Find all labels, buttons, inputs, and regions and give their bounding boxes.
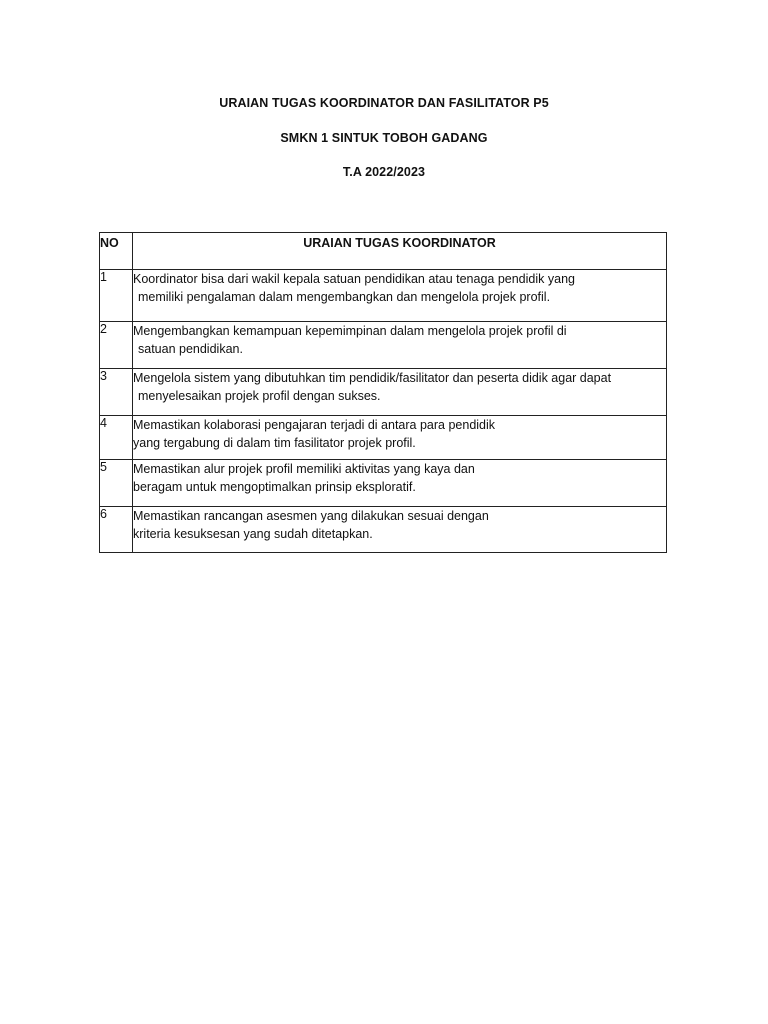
document-title: URAIAN TUGAS KOORDINATOR DAN FASILITATOR P5 [219, 96, 549, 110]
task-description [133, 507, 667, 553]
row-number: 3 [100, 369, 133, 416]
table-row [100, 322, 667, 369]
task-line: Memastikan kolaborasi pengajaran terjadi di antara para pendidik [133, 418, 496, 432]
task-line: yang tergabung di dalam tim fasilitator projek profil. [133, 436, 416, 450]
task-description [133, 460, 667, 507]
table-row [100, 460, 667, 507]
task-line: Memastikan rancangan asesmen yang dilakukan sesuai dengan [133, 509, 489, 523]
header-task: URAIAN TUGAS KOORDINATOR [133, 233, 667, 270]
row-number: 2 [100, 322, 133, 369]
task-line: menyelesaikan projek profil dengan sukses. [138, 389, 381, 403]
task-line: Mengembangkan kemampuan kepemimpinan dalam mengelola projek profil di [133, 324, 567, 338]
school-name: SMKN 1 SINTUK TOBOH GADANG [280, 131, 488, 145]
coordinator-tasks-table [99, 232, 667, 553]
task-line: Memastikan alur projek profil memiliki aktivitas yang kaya dan [133, 462, 475, 476]
task-description [133, 369, 667, 416]
task-line: satuan pendidikan. [138, 342, 243, 356]
table-row [100, 369, 667, 416]
table-row [100, 416, 667, 460]
table-row [100, 270, 667, 322]
task-description [133, 270, 667, 322]
table-row [100, 507, 667, 553]
row-number: 6 [100, 507, 133, 553]
task-line: Mengelola sistem yang dibutuhkan tim pendidik/fasilitator dan peserta didik agar dapat [133, 371, 612, 385]
task-description [133, 416, 667, 460]
task-line: memiliki pengalaman dalam mengembangkan dan mengelola projek profil. [138, 290, 551, 304]
row-number: 5 [100, 460, 133, 507]
task-line: kriteria kesuksesan yang sudah ditetapkan. [133, 527, 373, 541]
task-description [133, 322, 667, 369]
task-line: Koordinator bisa dari wakil kepala satuan pendidikan atau tenaga pendidik yang [133, 272, 575, 286]
row-number: 1 [100, 270, 133, 322]
academic-year: T.A 2022/2023 [342, 165, 426, 179]
row-number: 4 [100, 416, 133, 460]
header-no: NO [100, 233, 133, 270]
table-header-row [100, 233, 667, 270]
task-line: beragam untuk mengoptimalkan prinsip eksploratif. [133, 480, 416, 494]
